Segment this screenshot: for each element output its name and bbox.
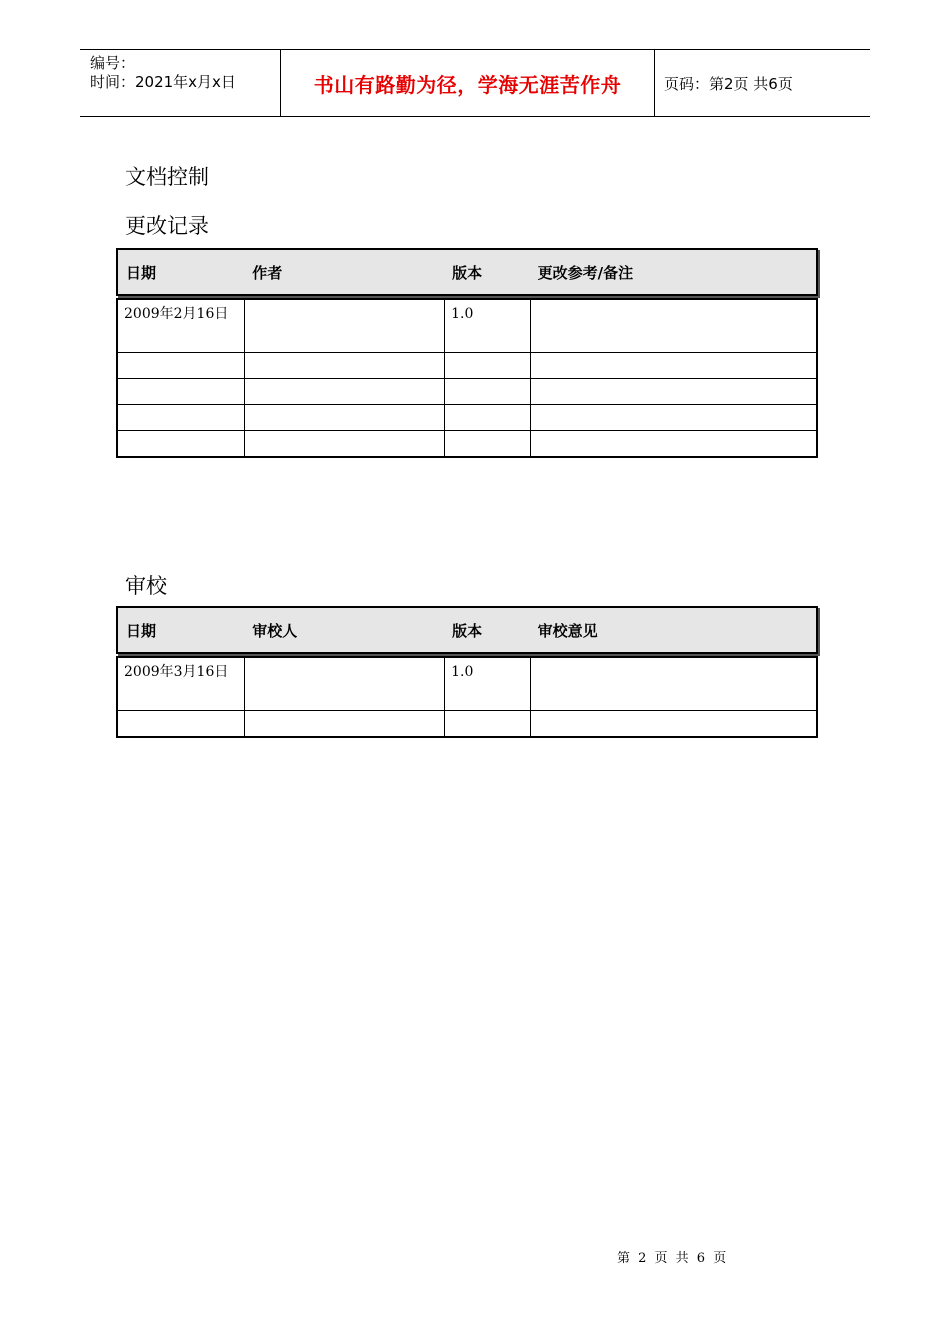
page-header bbox=[80, 49, 870, 117]
review-header-comments: 审校意见 bbox=[537, 621, 598, 640]
header-number-label: 编号： bbox=[90, 54, 136, 72]
table-cell: 2009年2月16日 bbox=[124, 306, 229, 322]
review-title: 审校 bbox=[125, 574, 167, 598]
table-row bbox=[118, 430, 816, 456]
page-footer: 第 2 页 共 6 页 bbox=[617, 1251, 729, 1266]
change-log-header-notes: 更改参考/备注 bbox=[537, 263, 634, 282]
table-cell bbox=[530, 353, 816, 378]
change-log-title: 更改记录 bbox=[125, 214, 209, 238]
review-header-version: 版本 bbox=[452, 621, 483, 640]
table-cell bbox=[530, 658, 816, 710]
header-page-label: 页码：第2页 共6页 bbox=[664, 74, 793, 93]
table-cell: 1.0 bbox=[444, 300, 530, 352]
header-motto-cell bbox=[281, 50, 655, 116]
review-table bbox=[116, 656, 818, 738]
table-cell bbox=[444, 405, 530, 430]
table-cell bbox=[444, 431, 530, 456]
table-cell bbox=[118, 405, 244, 430]
table-cell bbox=[530, 405, 816, 430]
table-cell bbox=[444, 711, 530, 736]
table-cell: 1.0 bbox=[444, 658, 530, 710]
table-cell bbox=[244, 300, 444, 352]
table-cell bbox=[244, 658, 444, 710]
header-motto: 书山有路勤为径，学海无涯苦作舟 bbox=[313, 72, 622, 97]
table-row bbox=[118, 404, 816, 430]
table-cell bbox=[244, 711, 444, 736]
table-row bbox=[118, 710, 816, 736]
change-log-table bbox=[116, 298, 818, 458]
table-cell bbox=[118, 353, 244, 378]
table-row bbox=[118, 300, 816, 352]
doc-control-title: 文档控制 bbox=[125, 165, 209, 189]
change-log-header-version: 版本 bbox=[452, 263, 483, 282]
table-cell bbox=[118, 711, 244, 736]
change-log-header-date: 日期 bbox=[126, 263, 157, 282]
table-cell bbox=[244, 353, 444, 378]
review-header-reviewer: 审校人 bbox=[252, 621, 298, 640]
header-meta bbox=[80, 50, 281, 116]
table-row bbox=[118, 352, 816, 378]
table-cell bbox=[530, 431, 816, 456]
table-cell bbox=[444, 353, 530, 378]
table-cell bbox=[118, 431, 244, 456]
table-cell: 2009年3月16日 bbox=[124, 664, 229, 680]
table-cell bbox=[244, 405, 444, 430]
change-log-header bbox=[116, 248, 818, 296]
change-log-header-author: 作者 bbox=[252, 263, 283, 282]
table-cell bbox=[530, 711, 816, 736]
table-cell bbox=[444, 379, 530, 404]
table-cell bbox=[118, 379, 244, 404]
table-row bbox=[118, 658, 816, 710]
table-cell bbox=[530, 300, 816, 352]
header-time-label: 时间：2021年x月x日 bbox=[90, 73, 236, 91]
table-cell bbox=[244, 379, 444, 404]
table-cell bbox=[244, 431, 444, 456]
table-row bbox=[118, 378, 816, 404]
review-header-date: 日期 bbox=[126, 621, 157, 640]
table-cell bbox=[530, 379, 816, 404]
review-header bbox=[116, 606, 818, 654]
